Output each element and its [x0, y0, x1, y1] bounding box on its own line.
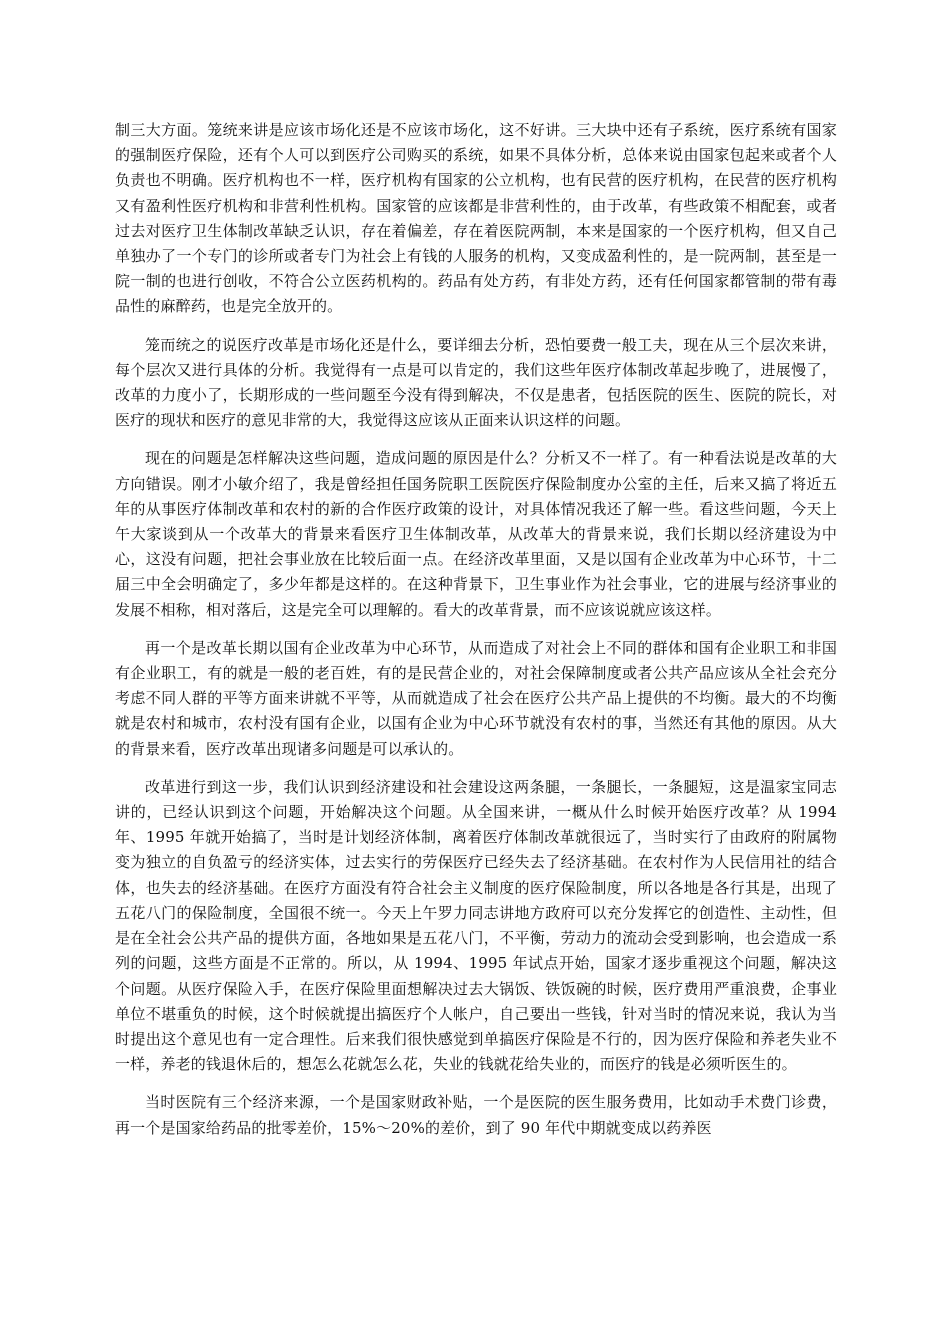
paragraph-4: 再一个是改革长期以国有企业改革为中心环节，从而造成了对社会上不同的群体和国有企业职工和非国有企业职工，有的就是一般的老百姓，有的是民营企业的，对社会保障制度或者公共产品应该从全社会充分考虑不同人群的平等方面来讲就不平等，从而就造成了社会在医疗公共产品上提供的不均衡。最大的不均衡就是农村和城市，农村没有国有企业，以国有企业为中心环节就没有农村的事，当然还有其他的原因。从大的背景来看，医疗改革出现诸多问题是可以承认的。	[115, 638, 837, 758]
paragraph-2: 笼而统之的说医疗改革是市场化还是什么，要详细去分析，恐怕要费一般工夫，现在从三个层次来讲，每个层次又进行具体的分析。我觉得有一点是可以肯定的，我们这些年医疗体制改革起步晚了，进展慢了，改革的力度小了，长期形成的一些问题至今没有得到解决，不仅是患者，包括医院的医生、医院的院长，对医疗的现状和医疗的意见非常的大，我觉得这应该从正面来认识这样的问题。	[115, 335, 837, 430]
paragraph-1: 制三大方面。笼统来讲是应该市场化还是不应该市场化，这不好讲。三大块中还有子系统，医疗系统有国家的强制医疗保险，还有个人可以到医疗公司购买的系统，如果不具体分析，总体来说由国家包起来或者个人负责也不明确。医疗机构也不一样，医疗机构有国家的公立机构，也有民营的医疗机构，在民营的医疗机构又有盈利性医疗机构和非营利性机构。国家管的应该都是非营利性的，由于改革，有些政策不相配套，或者过去对医疗卫生体制改革缺乏认识，存在着偏差，存在着医院两制，本来是国家的一个医疗机构，但又自己单独办了一个专门的诊所或者专门为社会上有钱的人服务的机构，又变成盈利性的，是一院两制，甚至是一院一制的也进行创收，不符合公立医药机构的。药品有处方药，有非处方药，还有任何国家都管制的带有毒品性的麻醉药，也是完全放开的。	[115, 121, 837, 316]
paragraph-3: 现在的问题是怎样解决这些问题，造成问题的原因是什么？分析又不一样了。有一种看法说是改革的大方向错误。刚才小敏介绍了，我是曾经担任国务院职工医院医疗保险制度办公室的主任，后来又搞了将近五年的从事医疗体制改革和农村的新的合作医疗政策的设计，对具体情况我还了解一些。看这些问题，今天上午大家谈到从一个改革大的背景来看医疗卫生体制改革，从改革大的背景来说，我们长期以经济建设为中心，这没有问题，把社会事业放在比较后面一点。在经济改革里面，又是以国有企业改革为中心环节，十二届三中全会明确定了，多少年都是这样的。在这种背景下，卫生事业作为社会事业，它的进展与经济事业的发展不相称，相对落后，这是完全可以理解的。看大的改革背景，而不应该说就应该这样。	[115, 449, 837, 619]
paragraph-5: 改革进行到这一步，我们认识到经济建设和社会建设这两条腿，一条腿长，一条腿短，这是温家宝同志讲的，已经认识到这个问题，开始解决这个问题。从全国来讲，一概从什么时候开始医疗改革？从 1994 年、1995 年就开始搞了，当时是计划经济体制，离着医疗体制改革就很远了，当时实行了由政府的附属物变为独立的自负盈亏的经济实体，过去实行的劳保医疗已经失去了经济基础。在农村作为人民信用社的结合体，也失去的经济基础。在医疗方面没有符合社会主义制度的医疗保险制度，所以各地是各行其是，出现了五花八门的保险制度，全国很不统一。今天上午罗力同志讲地方政府可以充分发挥它的创造性、主动性，但是在全社会公共产品的提供方面，各地如果是五花八门，不平衡，劳动力的流动会受到影响，也会造成一系列的问题，这些方面是不正常的。所以，从 1994、1995 年试点开始，国家才逐步重视这个问题，解决这个问题。从医疗保险入手，在医疗保险里面想解决过去大锅饭、铁饭碗的时候，医疗费用严重浪费，企事业单位不堪重负的时候，这个时候就提出搞医疗个人帐户，自己要出一些钱，针对当时的情况来说，我认为当时提出这个意见也有一定合理性。后来我们很快感觉到单搞医疗保险是不行的，因为医疗保险和养老失业不一样，养老的钱退休后的，想怎么花就怎么花，失业的钱就花给失业的，而医疗的钱是必须听医生的。	[115, 777, 837, 1074]
paragraph-6: 当时医院有三个经济来源，一个是国家财政补贴，一个是医院的医生服务费用，比如动手术费门诊费，再一个是国家给药品的批零差价，15%～20%的差价，到了 90 年代中期就变成以药养医	[115, 1093, 837, 1137]
document-page	[115, 118, 837, 1154]
